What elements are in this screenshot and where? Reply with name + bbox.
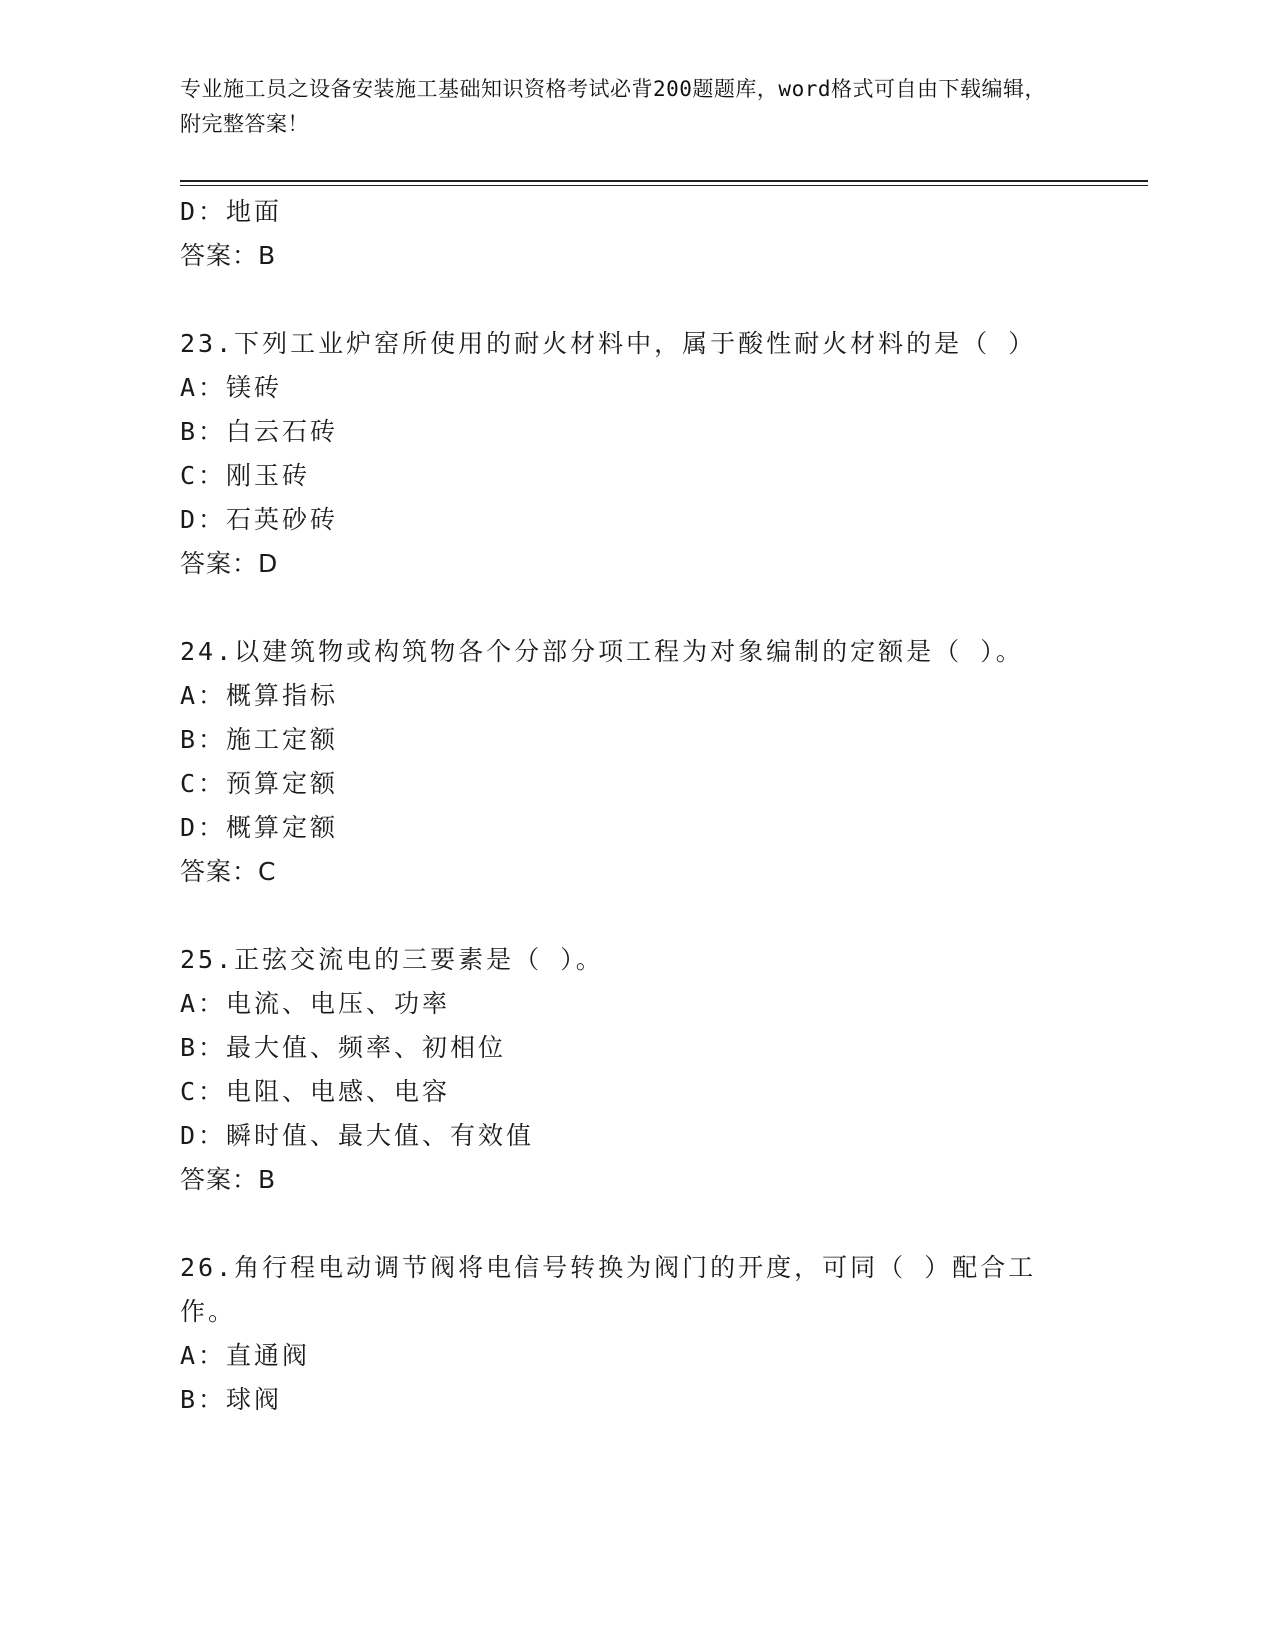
answer-line: 答案：B — [180, 241, 277, 270]
document-header: 专业施工员之设备安装施工基础知识资格考试必背200题题库，word格式可自由下载编辑，附完整答案！ — [180, 77, 1046, 136]
option-b: B：最大值、频率、初相位 — [180, 1033, 507, 1062]
option-d: D：石英砂砖 — [180, 505, 339, 534]
option-c: C：刚玉砖 — [180, 461, 311, 490]
header-divider-thick — [180, 180, 1148, 182]
question-25 — [180, 938, 1080, 1202]
answer-line: 答案：D — [180, 549, 279, 578]
question-stem: 25.正弦交流电的三要素是（ ）。 — [180, 945, 604, 974]
option-d: D：瞬时值、最大值、有效值 — [180, 1121, 535, 1150]
header-divider-thin — [180, 185, 1148, 186]
option-d: D：地面 — [180, 197, 283, 226]
option-d: D：概算定额 — [180, 813, 339, 842]
option-a: A：镁砖 — [180, 373, 283, 402]
previous-question-tail — [180, 190, 1080, 278]
document-body — [180, 190, 1080, 1422]
question-stem: 24.以建筑物或构筑物各个分部分项工程为对象编制的定额是（ ）。 — [180, 637, 1024, 666]
option-c: C：预算定额 — [180, 769, 339, 798]
option-b: B：施工定额 — [180, 725, 339, 754]
option-b: B：球阀 — [180, 1385, 283, 1414]
answer-line: 答案：B — [180, 1165, 277, 1194]
question-24 — [180, 630, 1080, 894]
option-a: A：电流、电压、功率 — [180, 989, 451, 1018]
option-a: A：概算指标 — [180, 681, 339, 710]
option-c: C：电阻、电感、电容 — [180, 1077, 451, 1106]
question-stem: 23.下列工业炉窑所使用的耐火材料中，属于酸性耐火材料的是（ ） — [180, 329, 1037, 358]
question-stem: 26.角行程电动调节阀将电信号转换为阀门的开度，可同（ ）配合工作。 — [180, 1253, 1037, 1326]
option-b: B：白云石砖 — [180, 417, 339, 446]
question-26 — [180, 1246, 1080, 1422]
answer-line: 答案：C — [180, 857, 277, 886]
question-23 — [180, 322, 1080, 586]
option-a: A：直通阀 — [180, 1341, 311, 1370]
